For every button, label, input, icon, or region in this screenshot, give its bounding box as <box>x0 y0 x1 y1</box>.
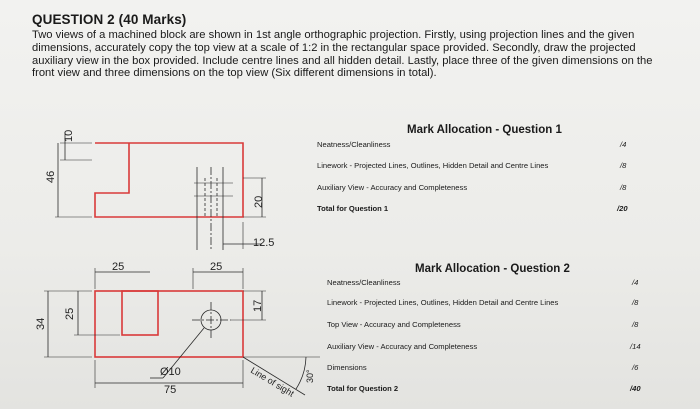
dim-46: 46 <box>45 170 57 183</box>
mark-row-value: /4 <box>632 278 639 287</box>
mark-total-label: Total for Question 2 <box>327 384 399 393</box>
question-instructions: Two views of a machined block are shown in 1st angle orthographic projection. Firstly, using projection lines and the given dimensions, accurately copy the top view at a scale of 1:2 in the rectangular space provided. Secondly, draw the projected auxiliary view in the box provided. Include centre lines and all hidden detail. Lastly, place three of the given dimensions on the front view and three dimensions on the top view (Six different dimensions in total). <box>32 29 653 80</box>
mark-row-label: Auxiliary View - Accuracy and Completeness <box>327 342 478 351</box>
dim-12-5: 12.5 <box>253 237 275 249</box>
dim-10: 10 <box>63 129 75 142</box>
mark-row-label: Top View - Accuracy and Completeness <box>327 320 461 329</box>
mark-row-value: /8 <box>632 320 639 329</box>
dim-75: 75 <box>164 384 177 396</box>
front-view-construction <box>55 129 266 250</box>
dim-25-vertical: 25 <box>64 307 76 320</box>
dim-34: 34 <box>35 317 47 330</box>
mark-allocation-q1 <box>317 124 657 220</box>
top-view-construction <box>44 268 320 395</box>
mark-row-value: /14 <box>630 342 641 351</box>
dim-hole-diameter: Ø10 <box>160 366 181 378</box>
mark-row-value: /8 <box>632 298 639 307</box>
mark-row-label: Neatness/Cleanliness <box>327 278 401 287</box>
mark-total-value: /40 <box>630 384 641 393</box>
top-view <box>95 291 243 357</box>
mark-row-value: /6 <box>632 363 639 372</box>
dim-30-degrees: 30° <box>305 369 315 383</box>
mark-row-value: /4 <box>620 140 627 149</box>
dim-17: 17 <box>252 299 264 312</box>
dim-25-left: 25 <box>112 261 125 273</box>
mark-row-label: Dimensions <box>327 363 367 372</box>
front-view-outline <box>95 143 243 217</box>
question-title: QUESTION 2 (40 Marks) <box>32 12 187 27</box>
front-view <box>95 143 243 217</box>
mark-total-value: /20 <box>617 204 628 213</box>
mark-row-label: Linework - Projected Lines, Outlines, Hidden Detail and Centre Lines <box>317 161 549 170</box>
mark-allocation-q2-heading: Mark Allocation - Question 2 <box>415 263 570 275</box>
mark-allocation-q2 <box>327 263 667 395</box>
mark-row-label: Linework - Projected Lines, Outlines, Hidden Detail and Centre Lines <box>327 298 559 307</box>
line-of-sight-label: Line of sight <box>248 365 296 399</box>
dim-20: 20 <box>253 195 265 208</box>
mark-row-value: /8 <box>620 183 627 192</box>
mark-row-label: Auxiliary View - Accuracy and Completeness <box>317 183 468 192</box>
mark-total-label: Total for Question 1 <box>317 204 389 213</box>
top-view-slot <box>122 291 158 335</box>
mark-allocation-q1-heading: Mark Allocation - Question 1 <box>407 124 562 136</box>
mark-row-label: Neatness/Cleanliness <box>317 140 391 149</box>
mark-row-value: /8 <box>620 161 627 170</box>
top-view-outline <box>95 291 243 357</box>
dim-25-right: 25 <box>210 261 223 273</box>
